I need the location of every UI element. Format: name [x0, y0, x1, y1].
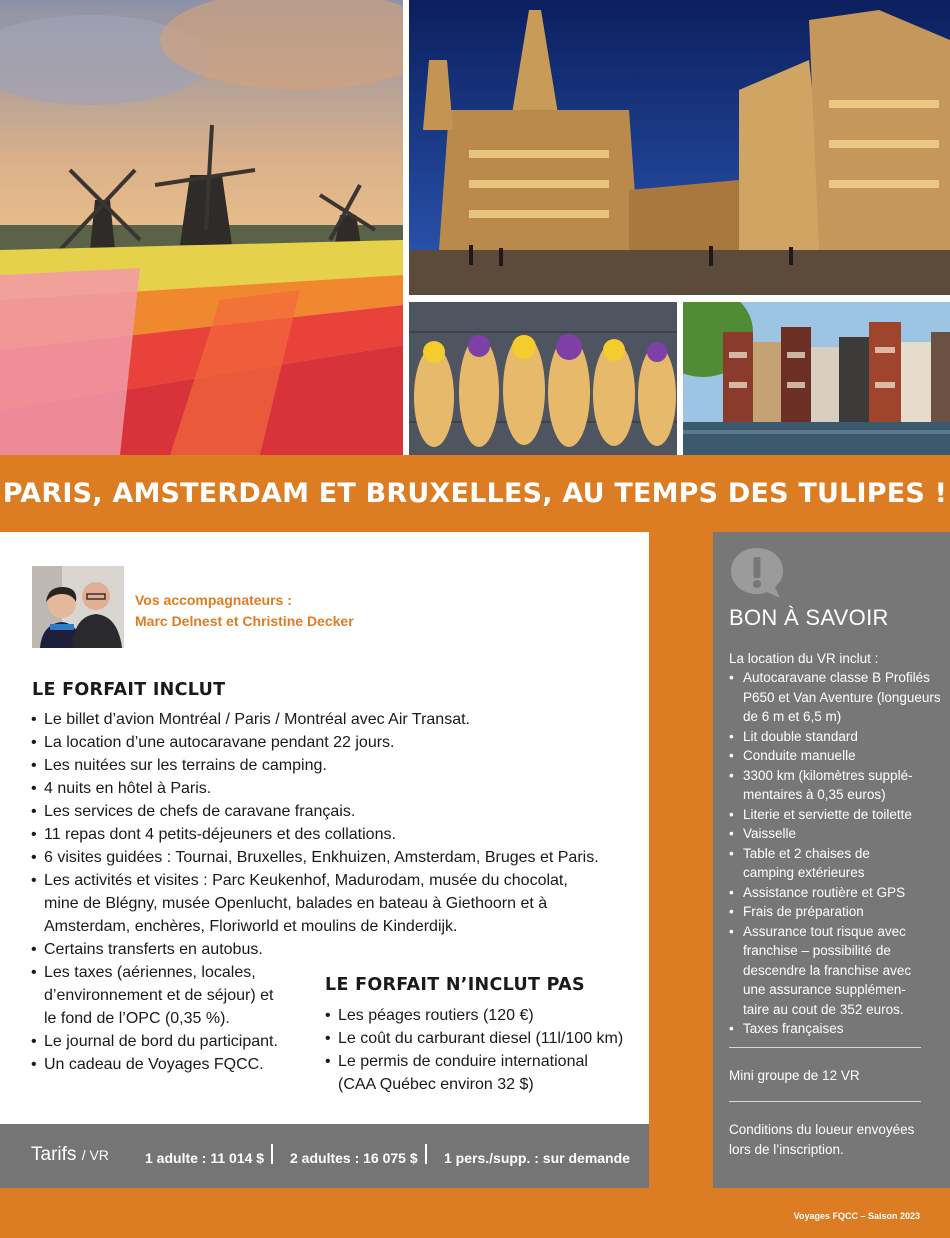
list-item: • Les nuitées sur les terrains de camping.: [31, 754, 611, 777]
conditions-note: Conditions du loueur envoyées lors de l’inscription.: [729, 1122, 915, 1157]
guides-label: Vos accompagnateurs :: [135, 592, 292, 608]
list-item: • Autocaravane classe B Profilés P650 et Van Aventure (longueurs de 6 m et 6,5 m): [729, 668, 941, 727]
list-item: • La location d’une autocaravane pendant 22 jours.: [31, 731, 611, 754]
page-title: PARIS, AMSTERDAM ET BRUXELLES, AU TEMPS DES TULIPES !: [2, 478, 948, 509]
tarifs-bar: [0, 1124, 649, 1188]
included-heading: LE FORFAIT INCLUT: [32, 680, 226, 700]
sidebar-divider: [729, 1047, 921, 1048]
list-item: • 3300 km (kilomètres supplé- mentaires à 0,35 euros): [729, 766, 919, 805]
list-item: • Un cadeau de Voyages FQCC.: [31, 1053, 611, 1076]
tarif-two-adults: 2 adultes : 16 075 $: [290, 1150, 418, 1166]
group-note: Mini groupe de 12 VR: [729, 1068, 860, 1083]
list-item: • Les péages routiers (120 €): [325, 1004, 645, 1027]
list-item: • Les taxes (aériennes, locales, d’environnement et de séjour) et le fond de l’OPC (0,35 %).: [31, 961, 286, 1030]
list-item: • Table et 2 chaises de camping extérieures: [729, 844, 899, 883]
sidebar-title: BON À SAVOIR: [729, 605, 889, 630]
not-included-heading: LE FORFAIT N’INCLUT PAS: [325, 975, 585, 995]
footer-credit: Voyages FQCC – Saison 2023: [793, 1211, 920, 1221]
sidebar-list: [729, 668, 941, 1039]
list-item: • 4 nuits en hôtel à Paris.: [31, 777, 611, 800]
guides-names: Marc Delnest et Christine Decker: [135, 613, 354, 629]
sidebar-divider: [729, 1101, 921, 1102]
list-item: • Les services de chefs de caravane français.: [31, 800, 611, 823]
list-item: • Le permis de conduire international (CAA Québec environ 32 $): [325, 1050, 600, 1096]
guides-avatar: [32, 566, 124, 648]
list-item: • Assurance tout risque avec franchise – possibilité de descendre la franchise avec une assurance supplémen- taire au cout de 352 euros.: [729, 922, 929, 1020]
tarifs-title: Tarifs: [31, 1144, 77, 1165]
tarif-separator: [425, 1144, 427, 1164]
list-item: • Assistance routière et GPS: [729, 883, 941, 903]
exclamation-bubble-icon: [728, 544, 786, 600]
list-item: • 11 repas dont 4 petits-déjeuners et des collations.: [31, 823, 611, 846]
guides-info: [135, 590, 354, 632]
list-item: • Le coût du carburant diesel (11l/100 km): [325, 1027, 645, 1050]
tulip-field-windmills-photo: [0, 0, 403, 455]
tarifs-unit: / VR: [81, 1147, 109, 1163]
list-item: • Le billet d’avion Montréal / Paris / Montréal avec Air Transat.: [31, 708, 611, 731]
not-included-list: [325, 1004, 645, 1096]
list-item: • Taxes françaises: [729, 1019, 941, 1039]
wooden-clogs-flowers-photo: [409, 302, 677, 455]
list-item: • Lit double standard: [729, 727, 941, 747]
tarif-one-adult: 1 adulte : 11 014 $: [145, 1150, 265, 1166]
amsterdam-canal-houses-photo: [683, 302, 950, 455]
tarif-extra-person: 1 pers./supp. : sur demande: [444, 1150, 630, 1166]
bon-a-savoir-panel: [713, 532, 950, 1188]
list-item: • Les activités et visites : Parc Keukenhof, Madurodam, musée du chocolat, mine de Blégny, musée Openlucht, balades en bateau à Giethoorn et à Amsterdam, enchères, Floriworld et moulins de Kinderdijk.: [31, 869, 571, 938]
list-item: • Vaisselle: [729, 824, 941, 844]
list-item: • Certains transferts en autobus.: [31, 938, 611, 961]
tarifs-label: [31, 1144, 109, 1166]
list-item: • Literie et serviette de toilette: [729, 805, 941, 825]
list-item: • Le journal de bord du participant.: [31, 1030, 611, 1053]
list-item: • 6 visites guidées : Tournai, Bruxelles, Enkhuizen, Amsterdam, Bruges et Paris.: [31, 846, 611, 869]
list-item: • Frais de préparation: [729, 902, 941, 922]
list-item: • Conduite manuelle: [729, 746, 941, 766]
tarif-separator: [271, 1144, 273, 1164]
brussels-grand-place-photo: [409, 0, 950, 295]
sidebar-intro: La location du VR inclut :: [729, 651, 879, 666]
